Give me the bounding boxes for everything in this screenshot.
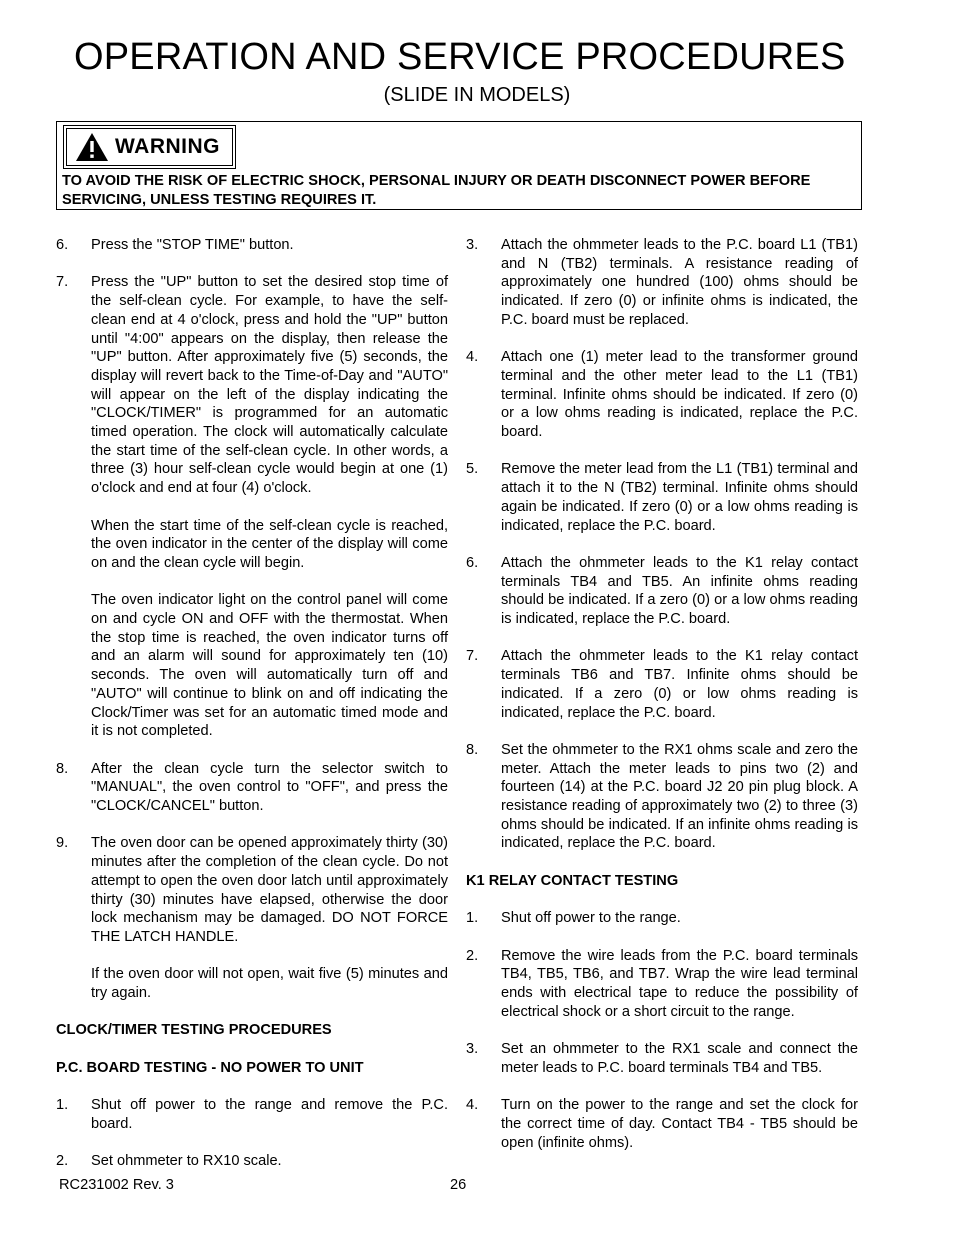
step-item xyxy=(466,460,858,535)
step-number: 7. xyxy=(466,648,479,665)
step-item xyxy=(56,834,448,946)
step-item xyxy=(56,1152,448,1171)
step-number: 8. xyxy=(56,760,69,777)
step-number: 5. xyxy=(466,461,479,478)
left-column xyxy=(56,236,448,1190)
step-text: Turn on the power to the range and set the clock for the correct time of day. Contact TB4 - TB5 should be open (infinite ohms). xyxy=(501,1097,858,1151)
step-item xyxy=(466,348,858,442)
step-number: 4. xyxy=(466,1097,479,1114)
step-text: Attach one (1) meter lead to the transformer ground terminal and the other meter lead to the L1 (TB1) terminal. Infinite ohms should be indicated. If zero (0) or a low ohms reading is indicated, replace the P.C. board. xyxy=(501,349,858,441)
step-text: Set the ohmmeter to the RX1 ohms scale and zero the meter. Attach the meter leads to pins two (2) and fourteen (14) at the P.C. board J2 20 pin plug block. A resistance reading of approximately two (2) to three (3) ohms should be indicated. If an infinite ohms reading is indicated, replace the P.C. board. xyxy=(501,741,858,852)
step-item xyxy=(56,236,448,255)
page-subtitle: (SLIDE IN MODELS) xyxy=(383,84,571,106)
warning-box xyxy=(56,121,862,210)
step-text: Press the "UP" button to set the desired stop time of the self-clean cycle. For example, to have the self-clean end at 4 o'clock, press and hold the "UP" button until "4:00" appears on the display, then release the "UP" button. After approximately five (5) seconds, the display will revert back to the Time-of-Day and "AUTO" will appear on the left of the display indicating the "CLOCK/TIMER" is programmed for an automatic timed operation. The clock will automatically calculate the start time of the self-clean cycle. In other words, a three (3) hour self-clean cycle would begin at one (1) o'clock and end at four (4) o'clock. xyxy=(91,274,448,497)
section-heading: K1 RELAY CONTACT TESTING xyxy=(466,872,679,889)
step-paragraph: If the oven door will not open, wait five (5) minutes and try again. xyxy=(91,966,448,1002)
step-number: 3. xyxy=(466,237,479,253)
step-item xyxy=(56,1096,448,1133)
step-text: Attach the ohmmeter leads to the P.C. board L1 (TB1) and N (TB2) terminals. A resistance reading of approximately one hundred (100) ohms should be indicated. If zero (0) or infinite ohms is indicated, the P.C. board must be replaced. xyxy=(501,237,858,328)
step-number: 6. xyxy=(466,554,479,571)
step-number: 3. xyxy=(466,1041,479,1058)
step-paragraph: The oven indicator light on the control panel will come on and cycle ON and OFF with the thermostat. When the stop time is reached, the oven indicator turns off and an alarm will sound for approximately ten (10) seconds. The oven will automatically turn off and "AUTO" will continue to blink on and off indicating the Clock/Timer was set for an automatic timed mode and it is not completed. xyxy=(91,592,448,740)
right-column xyxy=(466,236,858,1171)
step-number: 1. xyxy=(56,1097,69,1114)
step-text: Press the "STOP TIME" button. xyxy=(91,237,294,253)
warning-label xyxy=(63,125,236,169)
page-number: 26 xyxy=(450,1177,467,1193)
step-number: 1. xyxy=(466,910,479,927)
section-heading: CLOCK/TIMER TESTING PROCEDURES xyxy=(56,1022,332,1039)
step-item xyxy=(56,760,448,816)
step-text: Remove the meter lead from the L1 (TB1) terminal and attach it to the N (TB2) terminal. Infinite ohms should again be indicated. If zero (0) or a low ohms reading is indicated, replace the P.C. board. xyxy=(501,461,858,534)
warning-word: WARNING xyxy=(115,135,220,158)
step-text: Set an ohmmeter to the RX1 scale and connect the meter leads to P.C. board terminals TB4 and TB5. xyxy=(501,1041,858,1076)
step-number: 9. xyxy=(56,835,69,852)
step-number: 2. xyxy=(466,947,479,964)
step-number: 7. xyxy=(56,274,69,291)
step-item xyxy=(466,741,858,853)
step-paragraph: When the start time of the self-clean cycle is reached, the oven indicator in the center of the display will come on and the clean cycle will begin. xyxy=(91,517,448,571)
step-text: Shut off power to the range. xyxy=(501,910,681,927)
step-item xyxy=(466,1096,858,1152)
step-number: 6. xyxy=(56,237,69,253)
step-text: After the clean cycle turn the selector switch to "MANUAL", the oven control to "OFF", and press the "CLOCK/CANCEL" button. xyxy=(91,760,448,815)
step-item xyxy=(466,236,858,330)
step-number: 2. xyxy=(56,1153,69,1170)
step-text: Remove the wire leads from the P.C. board terminals TB4, TB5, TB6, and TB7. Wrap the wire lead terminal ends with electrical tape to reduce the possibility of electrical shock or a short circuit to the range. xyxy=(501,947,858,1020)
step-item xyxy=(466,554,858,629)
step-text: Attach the ohmmeter leads to the K1 relay contact terminals TB4 and TB5. An infinite ohms reading should be indicated. If a zero (0) or a low ohms reading is indicated, replace the P.C. board. xyxy=(501,554,858,628)
step-number: 8. xyxy=(466,741,479,758)
section-heading: P.C. BOARD TESTING - NO POWER TO UNIT xyxy=(56,1059,364,1076)
step-item xyxy=(56,273,448,497)
page-title: OPERATION AND SERVICE PROCEDURES xyxy=(74,36,846,78)
step-item xyxy=(466,947,858,1022)
step-item xyxy=(466,647,858,722)
step-text: The oven door can be opened approximately thirty (30) minutes after the completion of the clean cycle. Do not attempt to open the oven door latch until approximately thirty (30) minutes have elapsed, otherwise the door lock mechanism may be damaged. DO NOT FORCE THE LATCH HANDLE. xyxy=(91,835,448,945)
warning-triangle-icon xyxy=(75,132,109,162)
step-item xyxy=(466,909,858,928)
step-item xyxy=(466,1040,858,1077)
warning-text: TO AVOID THE RISK OF ELECTRIC SHOCK, PERSONAL INJURY OR DEATH DISCONNECT POWER BEFORE SERVICING, UNLESS TESTING REQUIRES IT. xyxy=(62,173,811,208)
step-number: 4. xyxy=(466,349,479,366)
step-text: Set ohmmeter to RX10 scale. xyxy=(91,1153,282,1170)
step-text: Shut off power to the range and remove the P.C. board. xyxy=(91,1097,448,1132)
step-text: Attach the ohmmeter leads to the K1 relay contact terminals TB6 and TB7. Infinite ohms should be indicated. If a zero (0) or low ohms reading is indicated, replace the P.C. board. xyxy=(501,648,858,721)
document-id: RC231002 Rev. 3 xyxy=(59,1177,174,1193)
